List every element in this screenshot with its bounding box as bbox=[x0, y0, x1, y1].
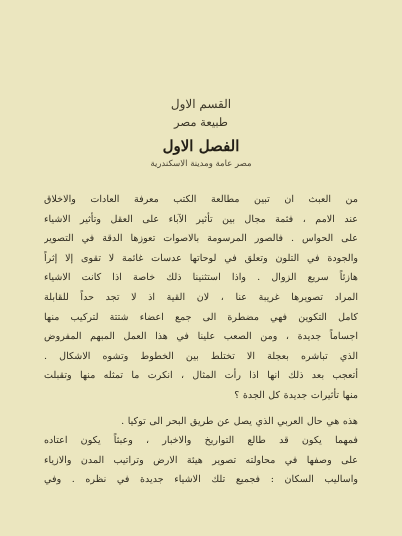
chapter-title: الفصل الاول bbox=[162, 137, 240, 155]
text-line: هذه هي حال العربي الذي يصل عن طريق البحر الى توكيا . bbox=[121, 415, 358, 427]
text-line: اجساماً جديدة ، ومن الصعب علينا في هذا العمل المبهم المفروض bbox=[44, 331, 358, 343]
text-line: من العبث ان تبين مطالعة الكتب معرفة العادات والاخلاق bbox=[44, 194, 358, 205]
part-title: القسم الاول bbox=[170, 97, 232, 111]
paragraph-1 bbox=[44, 190, 358, 406]
part-subtitle: طبيعة مصر bbox=[174, 115, 228, 129]
text-line: أتعجب بعد ذلك انها اذا رأت المثال ، انكرت ما تمثله منها وتقبلت bbox=[44, 370, 358, 382]
text-line: عند الامم ، فثمة مجال بين تأثير الآباء على العقل وتأثير الاشياء bbox=[44, 213, 358, 225]
text-line: على وصفها في محاولته تصوير هيئة الارض وتراتيب المدن والازياء bbox=[44, 454, 358, 466]
chapter-heading bbox=[0, 96, 402, 170]
text-line: كامل التكوين فهي مضطرة الى جمع اعضاء شتتة لتركيب منها bbox=[44, 311, 358, 323]
body-text bbox=[44, 190, 358, 490]
text-line: واساليب السكان : فجميع تلك الاشياء جديدة في نظره . وفي bbox=[44, 474, 358, 486]
text-line: هازئاً سريع الزوال . واذا استثنينا ذلك خاصة اذا كانت الاشياء bbox=[44, 272, 358, 284]
text-line: على الحواس . فالصور المرسومة بالاصوات تعوزها الدقة في التصوير bbox=[44, 233, 358, 245]
text-line: المراد تصويرها غريبة عنا ، لان القية اذ لا تجد حداً للقابلة bbox=[44, 291, 358, 303]
chapter-caption: مصر عامة ومدينة الاسكندرية bbox=[150, 159, 252, 169]
text-line: فمهما يكون قد طالع التواريخ والاخبار ، وعبثاً يكون اعتاده bbox=[44, 435, 358, 447]
paragraph-2 bbox=[44, 412, 358, 490]
text-line: الذي تباشره بعجلة الا تختلط بين الخطوط وتشوه الاشكال . bbox=[44, 350, 358, 362]
text-line: منها تأثيرات جديدة كل الجدة ؟ bbox=[234, 389, 358, 401]
text-line: والجودة في التلون وتعلق في لوحاتها عدسات غائمة لا تقوى إلا إثراً bbox=[44, 252, 358, 264]
